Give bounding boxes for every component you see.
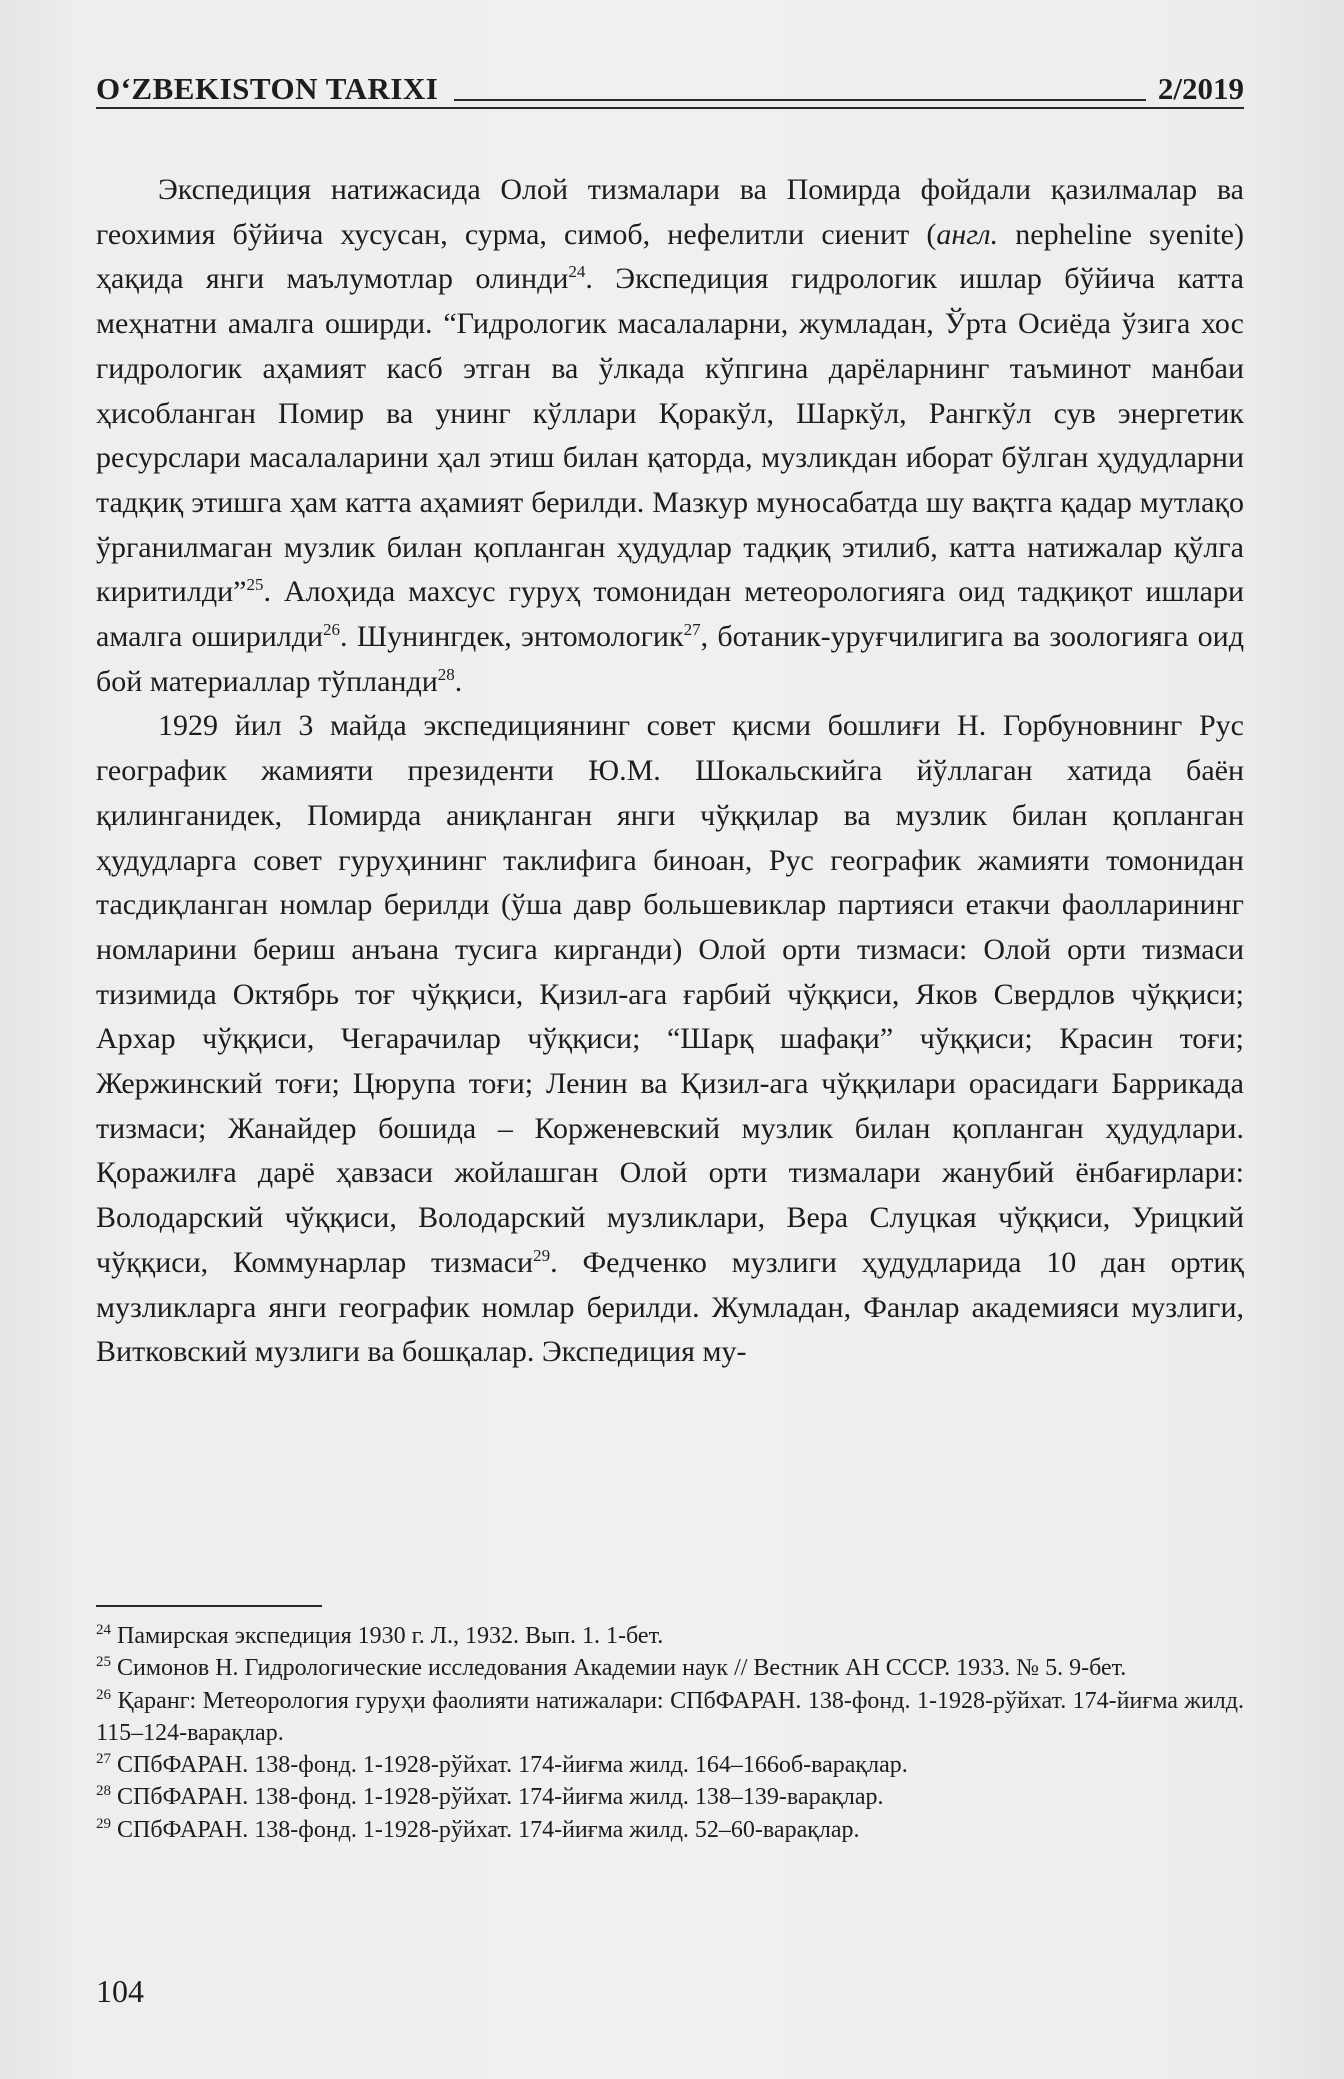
footnote-ref: 25 xyxy=(246,575,264,595)
footnote-text: СПбФАРАН. 138-фонд. 1-1928-рўйхат. 174-йиғма жилд. 52–60-варақлар. xyxy=(117,1816,860,1843)
footnote-ref: 29 xyxy=(533,1245,551,1265)
header-underline xyxy=(454,99,1146,101)
text-run: Экспедиция натижасида Олой тизмалари ва Помирда фойдали қазилмалар ва геохимия бўйича хусусан, сурма, симоб, нефелитли сиенит ( xyxy=(96,173,1244,251)
footnote-text: СПбФАРАН. 138-фонд. 1-1928-рўйхат. 174-йиғма жилд. 138–139-варақлар. xyxy=(117,1784,884,1811)
footnote-number: 29 xyxy=(96,1815,111,1832)
text-run: . Федченко музлиги ҳудудларида 10 дан ортиқ музликларга янги географик номлар берилди. Жумладан, Фанлар академияси музлиги, Витковский музлиги ва бошқалар. Экспедиция му- xyxy=(96,1245,1244,1369)
footnote-number: 25 xyxy=(96,1654,111,1671)
footnote-26 xyxy=(96,1685,1244,1750)
footnote-text: СПбФАРАН. 138-фонд. 1-1928-рўйхат. 174-йиғма жилд. 164–166об-варақлар. xyxy=(117,1752,908,1779)
footnote-28 xyxy=(96,1781,1244,1813)
footnote-29 xyxy=(96,1814,1244,1846)
text-run: . Экспедиция гидрологик ишлар бўйича катта меҳнатни амалга оширди. “Гидрологик масалаларни, жумладан, Ўрта Осиёда ўзига хос гидрологик аҳамият касб этган ва ўлкада кўпгина дарёларнинг таъминот манбаи ҳисобланган Помир ва унинг кўллари Қоракўл, Шаркўл, Рангкўл сув энергетик ресурслари масалаларини ҳал этиш билан қаторда, музликдан иборат бўлган ҳудудларни тадқиқ этишга ҳам катта аҳамият берилди. Мазкур муносабатда шу вақтга қадар мутлақо ўрганилмаган музлик билан қопланган ҳудудлар тадқиқ этилиб, катта натижалар қўлга киритилди” xyxy=(96,262,1244,609)
journal-title: O‘ZBEKISTON TARIXI xyxy=(96,71,439,106)
footnote-number: 27 xyxy=(96,1751,111,1768)
issue-number: 2/2019 xyxy=(1157,71,1244,106)
footnote-25 xyxy=(96,1652,1244,1684)
footnotes xyxy=(96,1620,1244,1846)
footnote-ref: 26 xyxy=(323,620,341,640)
text-run: 1929 йил 3 майда экспедициянинг совет қисми бошлиғи Н. Горбуновнинг Рус географик жамияти президенти Ю.М. Шокальскийга йўллаган хатида баён қилинганидек, Помирда аниқланган янги чўққилар ва музлик билан қопланган ҳудудларга совет гуруҳининг таклифига биноан, Рус географик жамияти томонидан тасдиқланган номлар берилди (ўша давр большевиклар партияси етакчи фаолларининг номларини бериш анъана тусига кирганди) Олой орти тизмаси: Олой орти тизмаси тизимида Октябрь тоғ чўққиси, Қизил-ага ғарбий чўққиси, Яков Свердлов чўққиси; Архар чўққиси, Чегарачилар чўққиси; “Шарқ шафақи” чўққиси; Красин тоғи; Жержинский тоғи; Цюрупа тоғи; Ленин ва Қизил-ага чўққилари орасидаги Баррикада тизмаси; Жанайдер бошида – Корженевский музлик билан қопланган ҳудудлари. Қоражилға дарё ҳавзаси жойлашган Олой орти тизмалари жанубий ёнбағирлари: Володарский чўққиси, Володарский музликлари, Вера Слуцкая чўққиси, Урицкий чўққиси, Коммунарлар тизмаси xyxy=(96,709,1244,1279)
footnote-separator xyxy=(96,1605,322,1607)
footnote-24 xyxy=(96,1620,1244,1652)
main-text xyxy=(96,168,1244,1375)
footnote-text: Қаранг: Метеорология гуруҳи фаолияти натижалари: СПбФАРАН. 138-фонд. 1-1928-рўйхат. 174-йиғма жилд. 115–124-варақлар. xyxy=(96,1687,1244,1746)
italic-text: англ. xyxy=(936,217,999,251)
footnote-ref: 24 xyxy=(568,262,586,282)
text-run: . Шунингдек, энтомологик xyxy=(340,620,684,654)
footnote-text: Симонов Н. Гидрологические исследования Академии наук // Вестник АН СССР. 1933. № 5. 9-бет. xyxy=(117,1655,1127,1682)
header-rule xyxy=(96,107,1244,109)
text-run: nepheline syenite) ҳақида янги маълумотлар олинди xyxy=(96,217,1244,296)
footnote-number: 28 xyxy=(96,1783,111,1800)
footnote-27 xyxy=(96,1749,1244,1781)
footnote-number: 26 xyxy=(96,1686,111,1703)
text-run: . xyxy=(454,664,463,698)
text-run: , ботаник-уруғчилигига ва зоологияга оид бой материаллар тўпланди xyxy=(96,620,1244,698)
paragraph-2 xyxy=(96,704,1244,1375)
text-run: . Алоҳида махсус гуруҳ томонидан метеорологияга оид тадқиқот ишлари амалга оширилди xyxy=(96,575,1244,654)
footnote-text: Памирская экспедиция 1930 г. Л., 1932. Вып. 1. 1-бет. xyxy=(117,1623,664,1649)
footnote-ref: 28 xyxy=(437,664,455,684)
footnote-ref: 27 xyxy=(683,620,701,640)
page-number: 104 xyxy=(96,1973,144,2009)
running-header xyxy=(96,60,1244,104)
paragraph-1 xyxy=(96,168,1244,704)
footnote-number: 24 xyxy=(96,1622,111,1638)
